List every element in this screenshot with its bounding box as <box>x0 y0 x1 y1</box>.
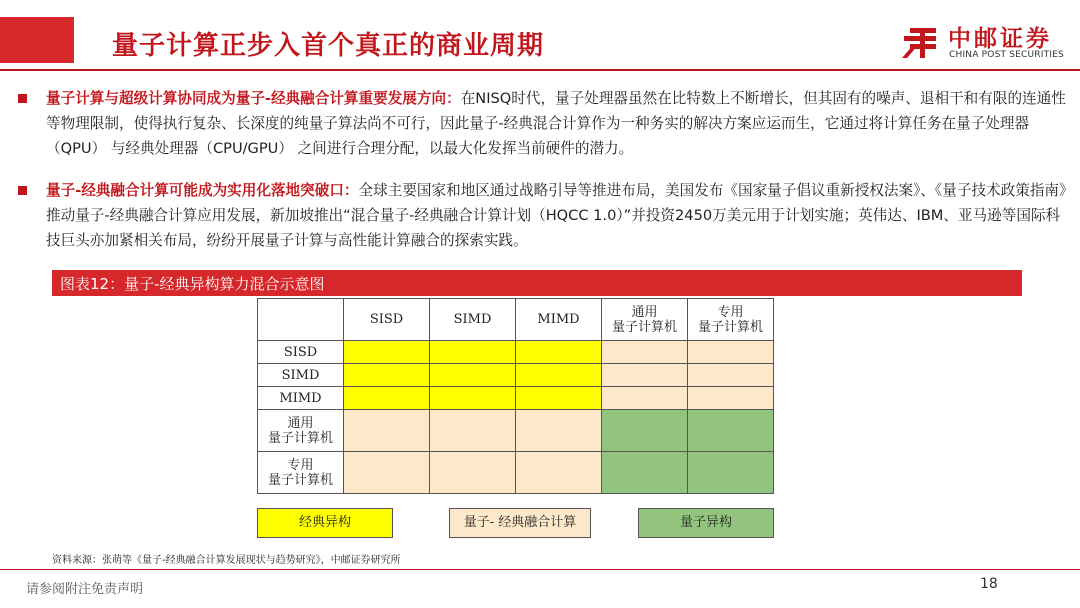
bullet-square-icon <box>18 94 27 103</box>
matrix-corner-cell <box>258 299 344 341</box>
matrix-cell-green <box>602 410 688 452</box>
figure-title-bar <box>52 270 1022 296</box>
matrix-row-header: SIMD <box>258 364 344 387</box>
header-divider <box>0 69 1080 71</box>
matrix-cell-yellow <box>344 364 430 387</box>
matrix-row <box>258 410 774 452</box>
matrix-cell-peach <box>344 452 430 494</box>
bullet-1-text: 在NISQ时代，量子处理器虽然在比特数上不断增长，但其固有的噪声、退相干和有限的连通性等物理限制，使得执行复杂、长深度的纯量子算法尚不可行，因此量子-经典混合计算作为一种务实的解决方案应运而生，它通过将计算任务在量子处理器（QPU） 与经典处理器（CPU/GPU） 之间进行合理分配，以最大化发挥当前硬件的潜力。 <box>46 90 1066 157</box>
header-accent-block <box>0 17 74 63</box>
matrix-cell-green <box>688 452 774 494</box>
matrix-row-header: 通用 量子计算机 <box>258 410 344 452</box>
matrix-cell-yellow <box>516 341 602 364</box>
matrix-row-header: SISD <box>258 341 344 364</box>
heterogeneous-compute-matrix <box>257 298 774 494</box>
matrix-column-header: 通用 量子计算机 <box>602 299 688 341</box>
matrix-cell-peach <box>516 410 602 452</box>
footer-divider <box>0 569 1080 570</box>
matrix-cell-yellow <box>430 387 516 410</box>
legend-quantum-classical-fusion: 量子- 经典融合计算 <box>449 508 591 538</box>
matrix-column-header: 专用 量子计算机 <box>688 299 774 341</box>
matrix-column-header: MIMD <box>516 299 602 341</box>
matrix-cell-green <box>602 452 688 494</box>
bullet-paragraph-2 <box>18 178 1068 253</box>
page-title: 量子计算正步入首个真正的商业周期 <box>112 31 545 61</box>
matrix-cell-peach <box>516 452 602 494</box>
logo-english-name: CHINA POST SECURITIES <box>949 50 1064 60</box>
matrix-cell-yellow <box>430 364 516 387</box>
matrix-row <box>258 364 774 387</box>
matrix-row-header: 专用 量子计算机 <box>258 452 344 494</box>
matrix-column-header: SIMD <box>430 299 516 341</box>
matrix-cell-peach <box>688 387 774 410</box>
matrix-row <box>258 387 774 410</box>
matrix-cell-peach <box>430 410 516 452</box>
page-number: 18 <box>980 576 998 592</box>
matrix-cell-yellow <box>344 387 430 410</box>
matrix-header-row <box>258 299 774 341</box>
figure-title: 图表12：量子-经典异构算力混合示意图 <box>60 275 325 293</box>
china-post-logo-icon <box>900 22 940 62</box>
source-note: 资料来源：张萌等《量子-经典融合计算发展现状与趋势研究》，中邮证券研究所 <box>52 555 401 566</box>
matrix-cell-peach <box>602 364 688 387</box>
matrix-row <box>258 341 774 364</box>
disclaimer-text: 请参阅附注免责声明 <box>26 582 144 597</box>
legend-classical-heterogeneous: 经典异构 <box>257 508 393 538</box>
matrix-cell-yellow <box>516 364 602 387</box>
matrix-cell-yellow <box>516 387 602 410</box>
matrix-cell-yellow <box>344 341 430 364</box>
bullet-paragraph-1 <box>18 86 1068 161</box>
matrix-cell-peach <box>602 341 688 364</box>
matrix-cell-peach <box>688 364 774 387</box>
bullet-2-highlight: 量子-经典融合计算可能成为实用化落地突破口： <box>46 182 359 199</box>
matrix-cell-peach <box>602 387 688 410</box>
matrix-cell-peach <box>344 410 430 452</box>
matrix-cell-yellow <box>430 341 516 364</box>
matrix-cell-green <box>688 410 774 452</box>
matrix-cell-peach <box>688 341 774 364</box>
company-logo <box>900 20 1070 64</box>
matrix-row-header: MIMD <box>258 387 344 410</box>
logo-chinese-name: 中邮证券 <box>948 26 1052 52</box>
matrix-column-header: SISD <box>344 299 430 341</box>
matrix-row <box>258 452 774 494</box>
legend-quantum-heterogeneous: 量子异构 <box>638 508 774 538</box>
matrix-cell-peach <box>430 452 516 494</box>
bullet-2-text: 全球主要国家和地区通过战略引导等推进布局，美国发布《国家量子倡议重新授权法案》、《量子技术政策指南》推动量子-经典融合计算应用发展，新加坡推出“混合量子-经典融合计算计划（HQCC 1.0）”并投资2450万美元用于计划实施；英伟达、IBM、亚马逊等国际科技巨头亦加紧相关布局，纷纷开展量子计算与高性能计算融合的探索实践。 <box>46 182 1067 249</box>
bullet-square-icon <box>18 186 27 195</box>
bullet-1-highlight: 量子计算与超级计算协同成为量子-经典融合计算重要发展方向： <box>46 90 461 107</box>
